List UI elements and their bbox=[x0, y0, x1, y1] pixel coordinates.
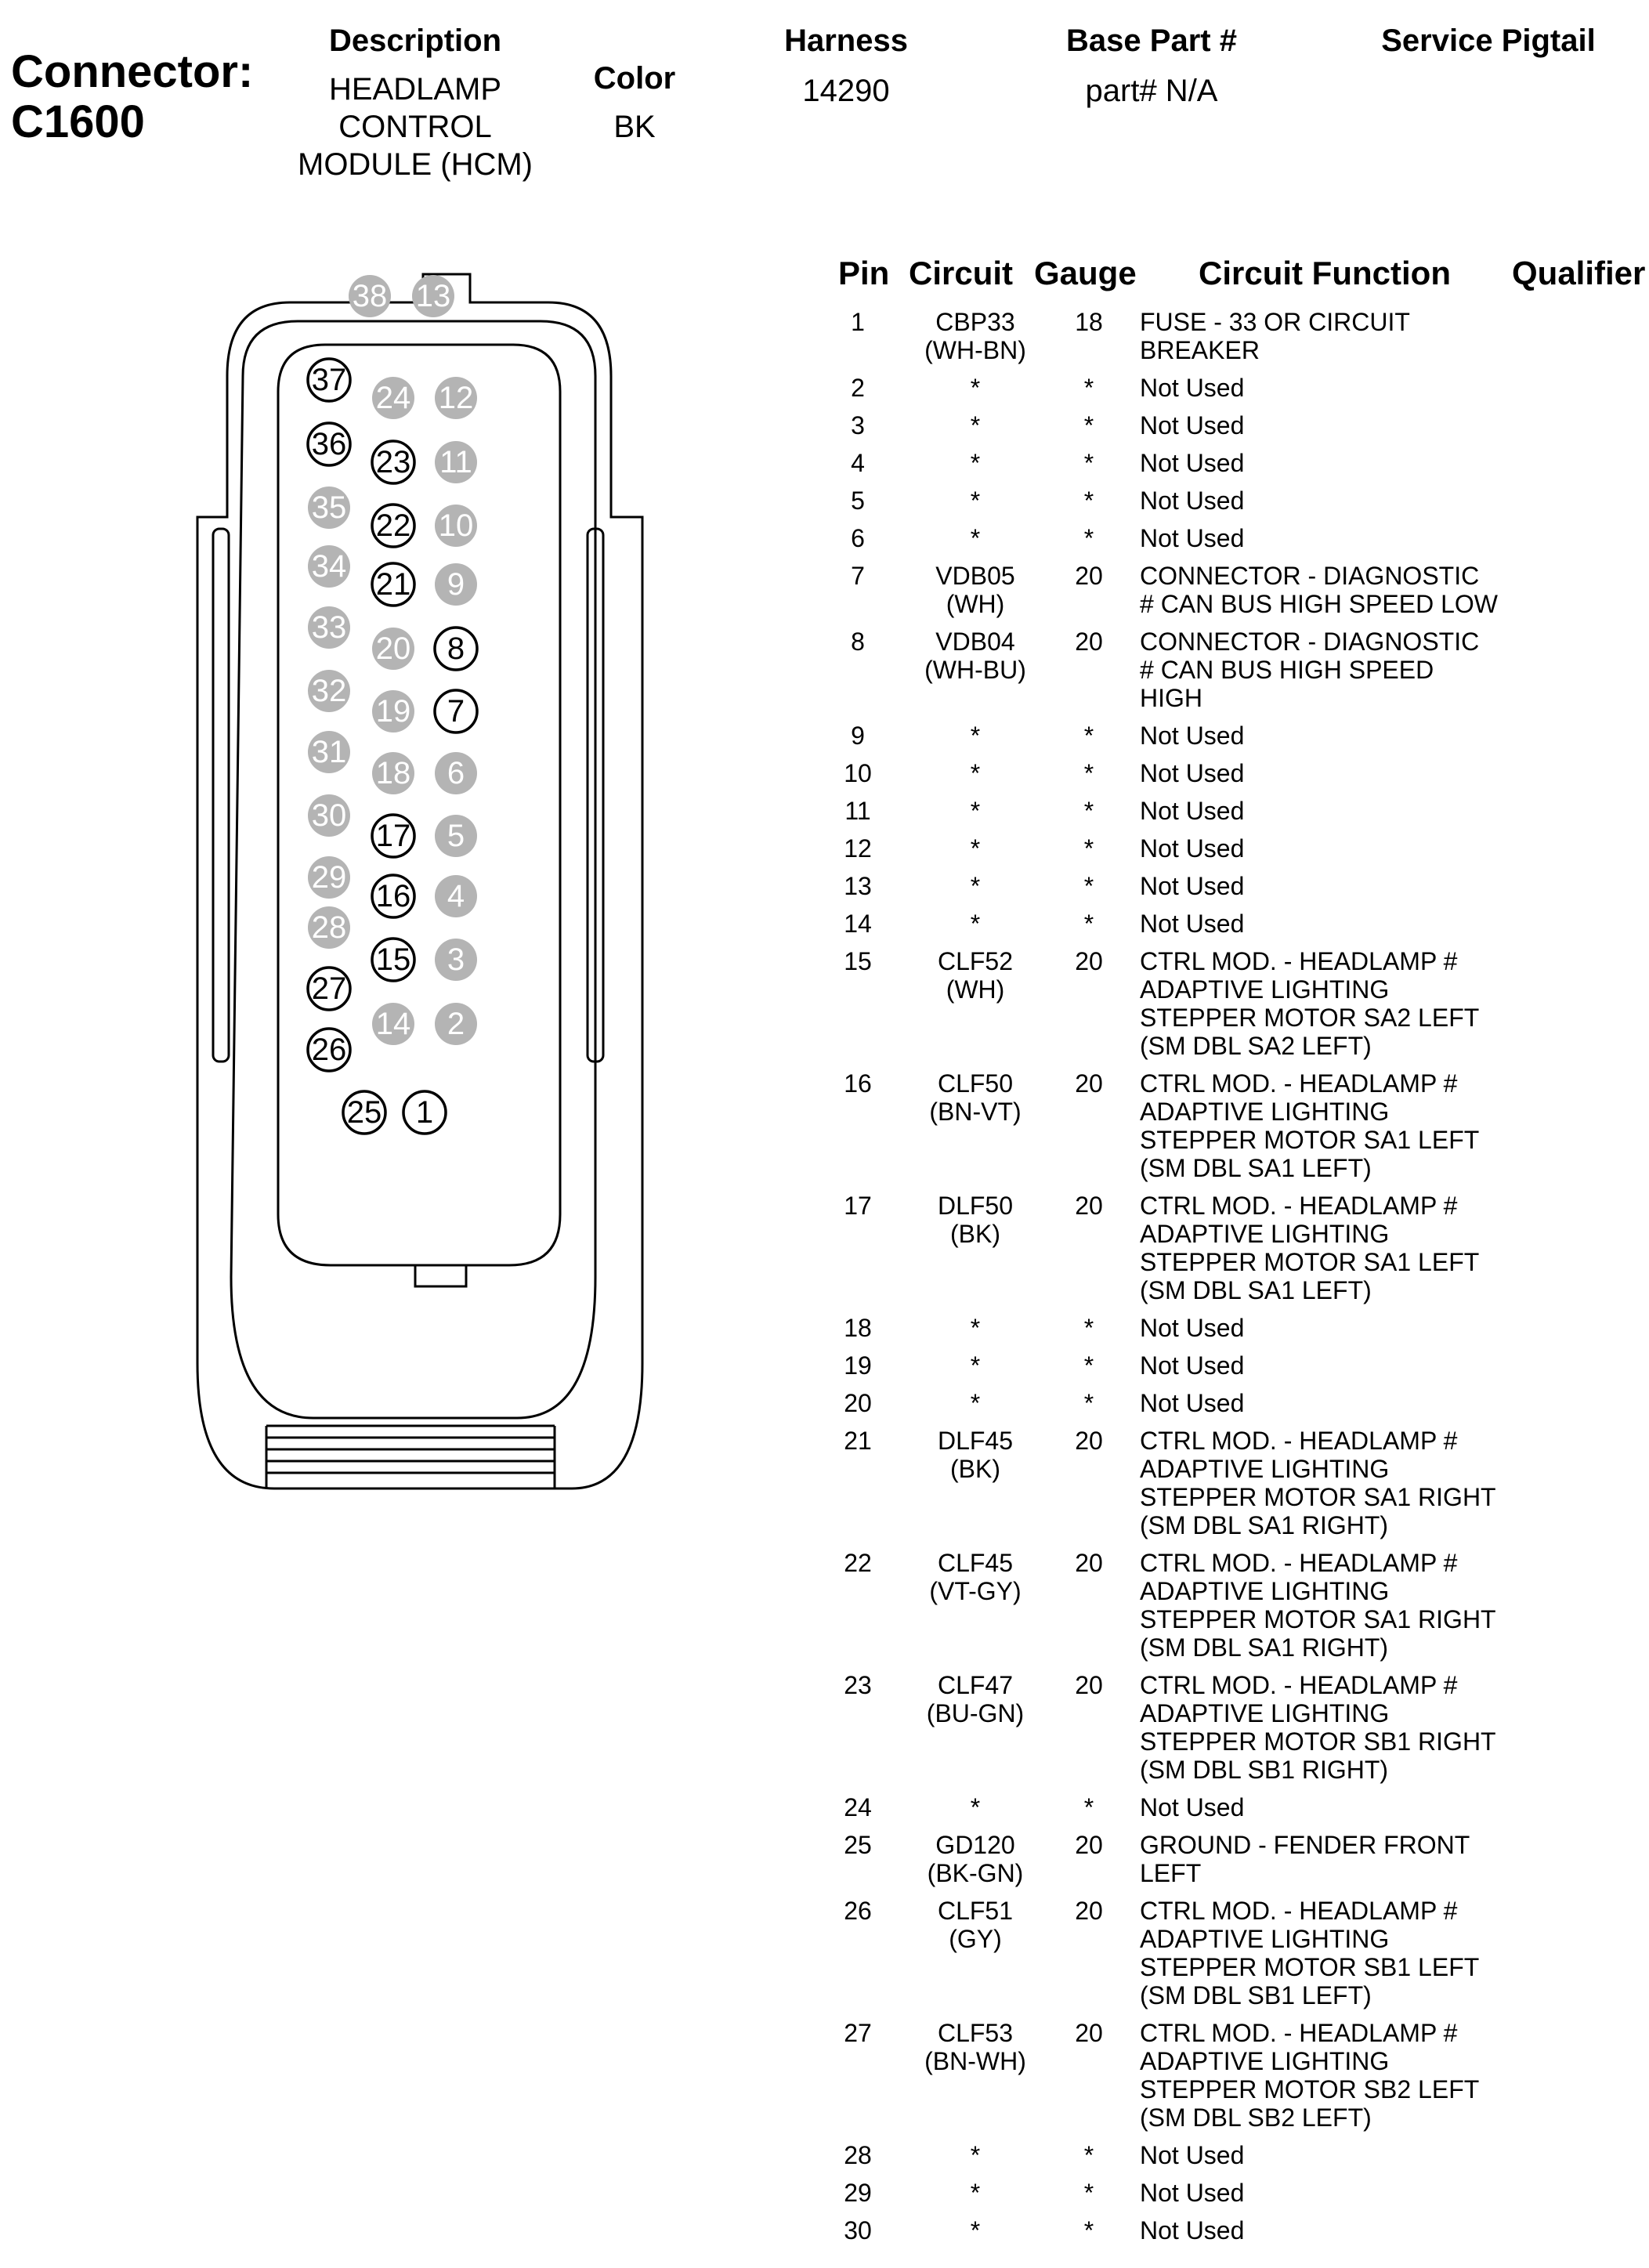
connector-pin-10 bbox=[435, 505, 477, 547]
pin-cell: 16 bbox=[844, 1069, 872, 1098]
pin-label: 5 bbox=[447, 819, 465, 853]
circuit-cell: * bbox=[970, 2141, 981, 2169]
gauge-cell: 20 bbox=[1075, 1069, 1103, 1098]
pin-label: 17 bbox=[375, 819, 411, 853]
circuit-cell: * bbox=[970, 722, 981, 750]
pin-label: 7 bbox=[447, 694, 465, 729]
circuit-cell: * bbox=[970, 487, 981, 515]
connector-pin-18 bbox=[372, 752, 414, 794]
pin-label: 19 bbox=[375, 694, 411, 729]
connector-face-diagram bbox=[188, 259, 658, 1512]
gauge-cell: * bbox=[1083, 524, 1094, 552]
gauge-cell: * bbox=[1083, 2179, 1094, 2207]
pin-label: 26 bbox=[311, 1033, 347, 1067]
function-cell: Not Used bbox=[1140, 722, 1245, 750]
pin-cell: 24 bbox=[844, 1793, 872, 1821]
pin-label: 12 bbox=[438, 381, 474, 415]
circuit-cell: VDB04 (WH-BU) bbox=[924, 628, 1026, 684]
pin-label: 8 bbox=[447, 631, 465, 666]
gauge-column-header: Gauge bbox=[1034, 255, 1137, 291]
pin-cell: 5 bbox=[851, 487, 865, 515]
circuit-cell: CLF45 (VT-GY) bbox=[929, 1549, 1022, 1605]
pin-label: 4 bbox=[447, 879, 465, 913]
pin-label: 3 bbox=[447, 942, 465, 977]
circuit-cell: * bbox=[970, 2216, 981, 2244]
pin-cell: 21 bbox=[844, 1427, 872, 1455]
function-cell: CTRL MOD. - HEADLAMP # ADAPTIVE LIGHTING STEPPER MOTOR SA1 LEFT (SM DBL SA1 LEFT) bbox=[1140, 1192, 1480, 1304]
function-cell: Not Used bbox=[1140, 797, 1245, 825]
pin-cell: 20 bbox=[844, 1389, 872, 1417]
circuit-cell: * bbox=[970, 1389, 981, 1417]
gauge-cell: 20 bbox=[1075, 1831, 1103, 1859]
pin-label: 2 bbox=[447, 1007, 465, 1041]
pin-cell: 17 bbox=[844, 1192, 872, 1220]
pin-label: 37 bbox=[311, 363, 347, 397]
pin-label: 18 bbox=[375, 756, 411, 790]
pin-cell: 14 bbox=[844, 910, 872, 938]
function-cell: Not Used bbox=[1140, 1314, 1245, 1342]
function-cell: Not Used bbox=[1140, 2216, 1245, 2244]
function-cell: FUSE - 33 OR CIRCUIT BREAKER bbox=[1140, 308, 1410, 364]
function-cell: CTRL MOD. - HEADLAMP # ADAPTIVE LIGHTING STEPPER MOTOR SB1 RIGHT (SM DBL SB1 RIGHT) bbox=[1140, 1671, 1496, 1784]
circuit-cell: CLF51 (GY) bbox=[937, 1897, 1014, 1953]
gauge-cell: 20 bbox=[1075, 947, 1103, 975]
gauge-cell: * bbox=[1083, 1314, 1094, 1342]
pin-label: 35 bbox=[311, 490, 347, 525]
pin-cell: 29 bbox=[844, 2179, 872, 2207]
connector-pin-19 bbox=[372, 690, 414, 732]
gauge-cell: 20 bbox=[1075, 562, 1103, 590]
gauge-cell: 20 bbox=[1075, 2019, 1103, 2047]
connector-pin-28 bbox=[308, 906, 350, 949]
connector-pin-23 bbox=[372, 441, 414, 483]
pin-cell: 7 bbox=[851, 562, 865, 590]
connector-title: Connector: C1600 bbox=[11, 46, 254, 147]
gauge-cell: * bbox=[1083, 834, 1094, 863]
pin-cell: 25 bbox=[844, 1831, 872, 1859]
gauge-cell: 20 bbox=[1075, 1671, 1103, 1699]
pin-cell: 4 bbox=[851, 449, 865, 477]
connector-pin-33 bbox=[308, 606, 350, 649]
pin-label: 10 bbox=[438, 508, 474, 543]
function-cell: Not Used bbox=[1140, 449, 1245, 477]
connector-pin-20 bbox=[372, 628, 414, 670]
connector-pin-8 bbox=[435, 628, 477, 670]
pin-cell: 26 bbox=[844, 1897, 872, 1925]
function-cell: Not Used bbox=[1140, 872, 1245, 900]
gauge-cell: * bbox=[1083, 2216, 1094, 2244]
circuit-cell: DLF45 (BK) bbox=[937, 1427, 1014, 1483]
function-cell: Not Used bbox=[1140, 411, 1245, 439]
gauge-cell: * bbox=[1083, 2141, 1094, 2169]
connector-pin-37 bbox=[308, 359, 350, 401]
pin-cell: 18 bbox=[844, 1314, 872, 1342]
circuit-cell: * bbox=[970, 2179, 981, 2207]
pin-label: 1 bbox=[415, 1095, 434, 1130]
pin-label: 24 bbox=[375, 381, 411, 415]
circuit-cell: CLF52 (WH) bbox=[937, 947, 1014, 1004]
function-cell: Not Used bbox=[1140, 1389, 1245, 1417]
function-cell: CTRL MOD. - HEADLAMP # ADAPTIVE LIGHTING STEPPER MOTOR SA1 RIGHT (SM DBL SA1 RIGHT) bbox=[1140, 1427, 1496, 1539]
connector-pin-5 bbox=[435, 815, 477, 857]
connector-pin-12 bbox=[435, 377, 477, 419]
function-cell: CTRL MOD. - HEADLAMP # ADAPTIVE LIGHTING STEPPER MOTOR SB1 LEFT (SM DBL SB1 LEFT) bbox=[1140, 1897, 1480, 2009]
connector-pin-15 bbox=[372, 939, 414, 981]
pin-label: 36 bbox=[311, 427, 347, 461]
gauge-cell: 20 bbox=[1075, 628, 1103, 656]
pin-label: 25 bbox=[346, 1095, 382, 1130]
pin-label: 22 bbox=[375, 508, 411, 543]
pin-column-header: Pin bbox=[838, 255, 890, 291]
gauge-cell: 20 bbox=[1075, 1427, 1103, 1455]
pin-label: 27 bbox=[311, 971, 347, 1006]
connector-pin-24 bbox=[372, 377, 414, 419]
pin-cell: 15 bbox=[844, 947, 872, 975]
circuit-cell: * bbox=[970, 910, 981, 938]
description-header: Description bbox=[328, 24, 502, 58]
function-cell: CONNECTOR - DIAGNOSTIC # CAN BUS HIGH SPEED LOW bbox=[1140, 562, 1498, 618]
service-pigtail-header: Service Pigtail bbox=[1381, 24, 1596, 58]
connector-pin-38 bbox=[349, 275, 391, 317]
gauge-cell: * bbox=[1083, 722, 1094, 750]
pin-cell: 11 bbox=[844, 797, 871, 825]
pin-label: 14 bbox=[375, 1007, 411, 1041]
gauge-cell: * bbox=[1083, 374, 1094, 402]
circuit-cell: * bbox=[970, 759, 981, 787]
pin-cell: 3 bbox=[851, 411, 865, 439]
connector-pin-2 bbox=[435, 1003, 477, 1045]
connector-pin-32 bbox=[308, 670, 350, 712]
connector-pin-16 bbox=[372, 875, 414, 917]
circuit-cell: * bbox=[970, 449, 981, 477]
connector-pin-6 bbox=[435, 752, 477, 794]
pin-label: 15 bbox=[375, 942, 411, 977]
gauge-cell: * bbox=[1083, 1389, 1094, 1417]
pin-label: 11 bbox=[439, 445, 472, 479]
function-cell: Not Used bbox=[1140, 2179, 1245, 2207]
circuit-cell: * bbox=[970, 1351, 981, 1380]
pin-cell: 9 bbox=[851, 722, 865, 750]
pin-label: 16 bbox=[375, 879, 411, 913]
connector-pin-21 bbox=[372, 563, 414, 606]
connector-pin-26 bbox=[308, 1029, 350, 1071]
connector-housing-outline bbox=[197, 274, 642, 1488]
circuit-cell: * bbox=[970, 1793, 981, 1821]
function-cell: Not Used bbox=[1140, 2141, 1245, 2169]
gauge-cell: * bbox=[1083, 449, 1094, 477]
circuit-cell: * bbox=[970, 797, 981, 825]
gauge-cell: 20 bbox=[1075, 1192, 1103, 1220]
gauge-cell: 20 bbox=[1075, 1897, 1103, 1925]
gauge-cell: * bbox=[1083, 1351, 1094, 1380]
circuit-cell: CBP33 (WH-BN) bbox=[924, 308, 1026, 364]
pin-cell: 27 bbox=[844, 2019, 872, 2047]
connector-pin-34 bbox=[308, 545, 350, 588]
pin-label: 29 bbox=[311, 860, 347, 895]
pin-label: 31 bbox=[311, 735, 347, 769]
gauge-cell: 20 bbox=[1075, 1549, 1103, 1577]
color-header: Color bbox=[593, 61, 676, 96]
pin-cell: 8 bbox=[851, 628, 865, 656]
connector-pin-36 bbox=[308, 423, 350, 465]
connector-pin-4 bbox=[435, 875, 477, 917]
function-cell: Not Used bbox=[1140, 487, 1245, 515]
gauge-cell: * bbox=[1083, 910, 1094, 938]
pin-label: 30 bbox=[311, 798, 347, 833]
circuit-cell: GD120 (BK-GN) bbox=[927, 1831, 1024, 1887]
circuit-cell: * bbox=[970, 872, 981, 900]
function-cell: Not Used bbox=[1140, 1351, 1245, 1380]
gauge-cell: * bbox=[1083, 759, 1094, 787]
pin-cell: 13 bbox=[844, 872, 872, 900]
function-cell: Not Used bbox=[1140, 834, 1245, 863]
pin-cell: 22 bbox=[844, 1549, 872, 1577]
qualifier-column-header: Qualifier bbox=[1512, 255, 1646, 291]
pin-cell: 12 bbox=[844, 834, 872, 863]
function-cell: Not Used bbox=[1140, 910, 1245, 938]
pin-cell: 23 bbox=[844, 1671, 872, 1699]
circuit-cell: * bbox=[970, 1314, 981, 1342]
pin-label: 20 bbox=[375, 631, 411, 666]
connector-pin-17 bbox=[372, 815, 414, 857]
circuit-cell: CLF50 (BN-VT) bbox=[929, 1069, 1022, 1126]
pin-cell: 2 bbox=[851, 374, 865, 402]
function-cell: CTRL MOD. - HEADLAMP # ADAPTIVE LIGHTING STEPPER MOTOR SA1 RIGHT (SM DBL SA1 RIGHT) bbox=[1140, 1549, 1496, 1662]
pin-cell: 30 bbox=[844, 2216, 872, 2244]
circuit-cell: * bbox=[970, 411, 981, 439]
connector-pin-29 bbox=[308, 856, 350, 899]
pin-label: 34 bbox=[311, 549, 347, 584]
harness-header: Harness bbox=[784, 24, 908, 58]
connector-pin-35 bbox=[308, 487, 350, 529]
connector-pin-27 bbox=[308, 968, 350, 1010]
function-cell: CTRL MOD. - HEADLAMP # ADAPTIVE LIGHTING STEPPER MOTOR SB2 LEFT (SM DBL SB2 LEFT) bbox=[1140, 2019, 1480, 2132]
description-value: HEADLAMP CONTROL MODULE (HCM) bbox=[298, 72, 533, 182]
connector-pin-30 bbox=[308, 794, 350, 837]
pin-label: 21 bbox=[375, 567, 411, 602]
connector-pin-13 bbox=[412, 275, 454, 317]
gauge-cell: * bbox=[1083, 411, 1094, 439]
gauge-cell: 18 bbox=[1075, 308, 1103, 336]
pin-label: 38 bbox=[352, 279, 388, 313]
pin-cell: 28 bbox=[844, 2141, 872, 2169]
function-cell: Not Used bbox=[1140, 524, 1245, 552]
connector-pin-25 bbox=[343, 1091, 385, 1134]
function-cell: Not Used bbox=[1140, 759, 1245, 787]
color-value: BK bbox=[613, 110, 656, 144]
pin-label: 33 bbox=[311, 610, 347, 645]
function-cell: Not Used bbox=[1140, 1793, 1245, 1821]
circuit-column-header: Circuit bbox=[909, 255, 1014, 291]
connector-pin-31 bbox=[308, 731, 350, 773]
circuit-cell: VDB05 (WH) bbox=[935, 562, 1015, 618]
gauge-cell: * bbox=[1083, 872, 1094, 900]
pin-label: 23 bbox=[375, 445, 411, 479]
pin-cell: 19 bbox=[844, 1351, 872, 1380]
function-column-header: Circuit Function bbox=[1199, 255, 1451, 291]
connector-pin-14 bbox=[372, 1003, 414, 1045]
pin-label: 13 bbox=[415, 279, 451, 313]
circuit-cell: * bbox=[970, 374, 981, 402]
function-cell: CONNECTOR - DIAGNOSTIC # CAN BUS HIGH SPEED HIGH bbox=[1140, 628, 1480, 712]
circuit-cell: CLF53 (BN-WH) bbox=[924, 2019, 1026, 2075]
pin-cell: 10 bbox=[844, 759, 872, 787]
pin-cell: 1 bbox=[851, 308, 865, 336]
gauge-cell: * bbox=[1083, 797, 1094, 825]
pin-label: 6 bbox=[447, 756, 465, 790]
base-part-value: part# N/A bbox=[1085, 74, 1218, 108]
circuit-cell: * bbox=[970, 834, 981, 863]
circuit-cell: CLF47 (BU-GN) bbox=[926, 1671, 1025, 1727]
gauge-cell: * bbox=[1083, 487, 1094, 515]
connector-pin-11 bbox=[435, 441, 477, 483]
circuit-cell: DLF50 (BK) bbox=[937, 1192, 1014, 1248]
connector-pin-22 bbox=[372, 505, 414, 547]
pin-label: 9 bbox=[447, 567, 465, 602]
connector-pin-3 bbox=[435, 939, 477, 981]
harness-value: 14290 bbox=[802, 74, 890, 108]
function-cell: CTRL MOD. - HEADLAMP # ADAPTIVE LIGHTING STEPPER MOTOR SA1 LEFT (SM DBL SA1 LEFT) bbox=[1140, 1069, 1480, 1182]
function-cell: CTRL MOD. - HEADLAMP # ADAPTIVE LIGHTING STEPPER MOTOR SA2 LEFT (SM DBL SA2 LEFT) bbox=[1140, 947, 1480, 1060]
pin-cell: 6 bbox=[851, 524, 865, 552]
circuit-cell: * bbox=[970, 524, 981, 552]
connector-pin-1 bbox=[403, 1091, 446, 1134]
pin-label: 32 bbox=[311, 674, 347, 708]
gauge-cell: * bbox=[1083, 1793, 1094, 1821]
pin-label: 28 bbox=[311, 910, 347, 945]
connector-pin-7 bbox=[435, 690, 477, 732]
base-part-header: Base Part # bbox=[1066, 24, 1237, 58]
function-cell: GROUND - FENDER FRONT LEFT bbox=[1140, 1831, 1470, 1887]
function-cell: Not Used bbox=[1140, 374, 1245, 402]
connector-pin-9 bbox=[435, 563, 477, 606]
